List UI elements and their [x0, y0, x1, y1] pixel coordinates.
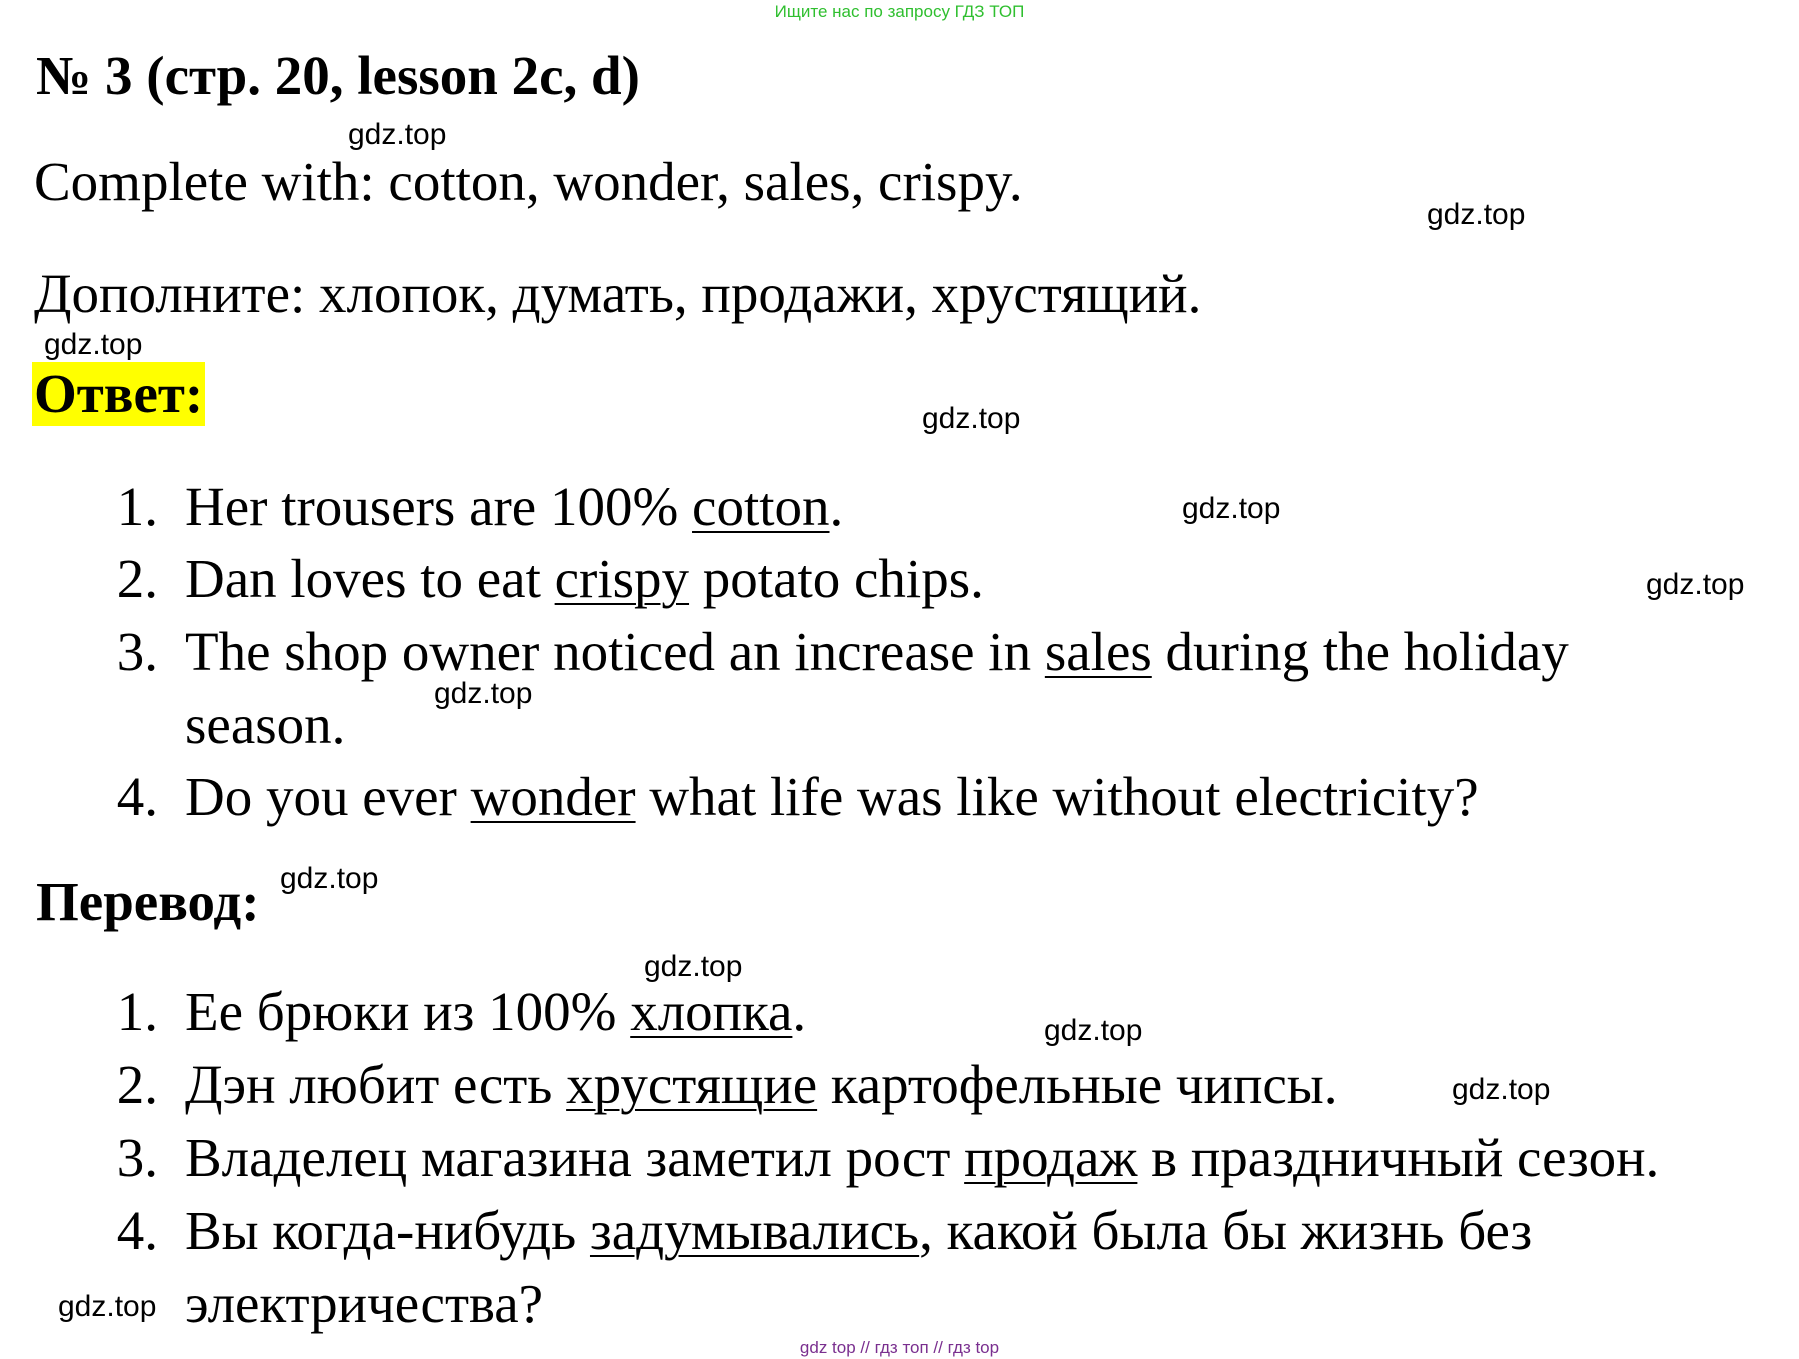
translation-number: 4. — [116, 1200, 158, 1261]
translation-word: продаж — [964, 1127, 1138, 1188]
translation-number: 3. — [116, 1127, 158, 1188]
translation-text: картофельные чипсы. — [817, 1054, 1338, 1115]
translation-line — [185, 980, 806, 1043]
translation-text: Ее брюки из 100% — [185, 981, 631, 1042]
answer-text: Do you ever — [185, 766, 471, 827]
translation-number: 2. — [116, 1054, 158, 1115]
answer-word: crispy — [554, 548, 690, 609]
answer-text: Her trousers are 100% — [185, 476, 693, 537]
translation-line-continuation: электричества? — [185, 1273, 544, 1334]
answer-line — [185, 475, 843, 538]
answer-word: sales — [1044, 621, 1152, 682]
answer-text: The shop owner noticed an increase in — [185, 621, 1045, 682]
bottom-banner: gdz top // гдз топ // гдз top — [799, 1338, 1000, 1357]
translation-text: в праздничный сезон. — [1137, 1127, 1660, 1188]
answer-number: 3. — [116, 621, 158, 682]
watermark: gdz.top — [1182, 492, 1281, 525]
translation-line — [185, 1126, 1659, 1189]
translation-line — [185, 1053, 1338, 1116]
answer-number: 4. — [116, 766, 158, 827]
watermark: gdz.top — [348, 118, 447, 151]
watermark: gdz.top — [1044, 1014, 1143, 1047]
translation-number: 1. — [116, 981, 158, 1042]
watermark: gdz.top — [280, 862, 379, 895]
translation-word: задумывались — [589, 1200, 920, 1261]
answer-text: during the holiday — [1151, 621, 1569, 682]
task-russian: Дополните: хлопок, думать, продажи, хрустящий. — [34, 263, 1202, 324]
exercise-title: № 3 (стр. 20, lesson 2c, d) — [36, 45, 640, 106]
translation-label: Перевод: — [36, 871, 260, 932]
watermark: gdz.top — [1452, 1073, 1551, 1106]
answer-line — [185, 620, 1569, 683]
answer-word: cotton — [692, 476, 830, 537]
translation-text: Вы когда-нибудь — [185, 1200, 590, 1261]
watermark: gdz.top — [644, 950, 743, 983]
answer-line — [185, 765, 1479, 828]
translation-line — [185, 1199, 1532, 1262]
translation-text: . — [792, 981, 807, 1042]
answer-number: 2. — [116, 548, 158, 609]
watermark: gdz.top — [434, 677, 533, 710]
answer-line — [185, 547, 984, 610]
translation-word: хрустящие — [566, 1054, 818, 1115]
watermark: gdz.top — [1427, 198, 1526, 231]
top-banner: Ищите нас по запросу ГДЗ ТОП — [774, 2, 1025, 21]
answer-word: wonder — [470, 766, 636, 827]
watermark: gdz.top — [1646, 568, 1745, 601]
answer-line-continuation: season. — [185, 694, 346, 755]
watermark: gdz.top — [922, 402, 1021, 435]
task-english: Complete with: cotton, wonder, sales, crispy. — [34, 151, 1023, 212]
answer-text: Dan loves to eat — [185, 548, 555, 609]
answer-text: what life was like without electricity? — [635, 766, 1479, 827]
answer-number: 1. — [116, 476, 158, 537]
watermark: gdz.top — [44, 328, 143, 361]
answer-text: . — [829, 476, 844, 537]
translation-text: Дэн любит есть — [185, 1054, 567, 1115]
translation-text: Владелец магазина заметил рост — [185, 1127, 965, 1188]
translation-text: , какой была бы жизнь без — [919, 1200, 1533, 1261]
translation-word: хлопка — [630, 981, 793, 1042]
watermark: gdz.top — [58, 1290, 157, 1323]
answer-text: potato chips. — [689, 548, 984, 609]
answer-label: Ответ: — [34, 363, 204, 424]
